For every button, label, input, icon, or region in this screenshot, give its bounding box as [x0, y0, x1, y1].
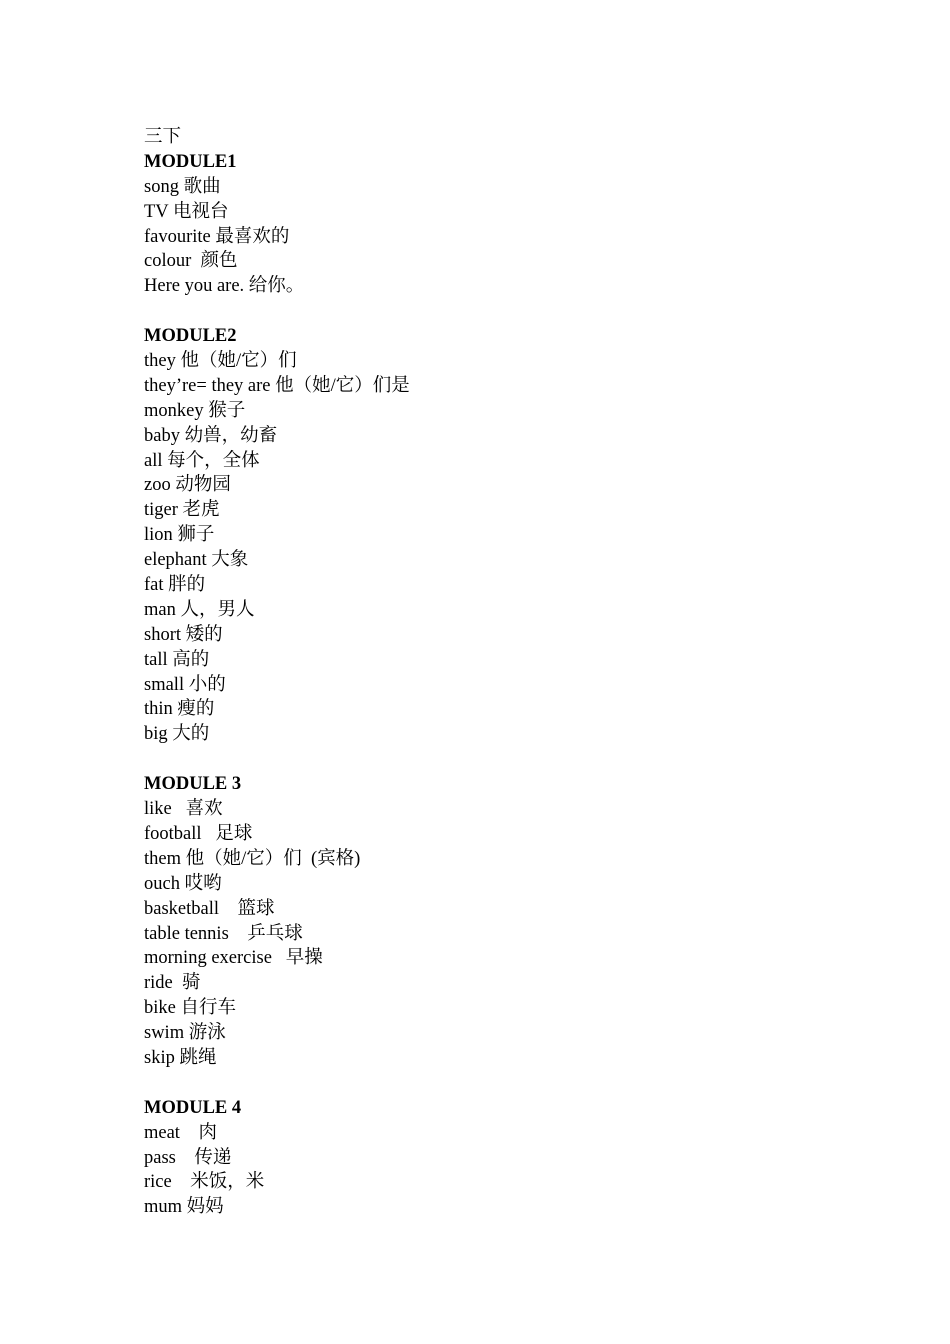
vocab-entry: all 每个，全体 — [144, 450, 260, 471]
vocab-entry: like 喜欢 — [144, 799, 223, 820]
vocabulary-document — [144, 125, 904, 1220]
vocab-entry: mum 妈妈 — [144, 1197, 224, 1218]
vocab-entry: big 大的 — [144, 724, 210, 745]
vocab-entry: swim 游泳 — [144, 1023, 226, 1044]
vocab-entry: tall 高的 — [144, 649, 210, 670]
vocab-entry: Here you are. 给你。 — [144, 276, 305, 297]
vocab-entry: zoo 动物园 — [144, 475, 231, 496]
vocab-entry: they 他（她/它）们 — [144, 351, 297, 372]
vocab-entry: TV 电视台 — [144, 201, 229, 222]
vocab-entry: fat 胖的 — [144, 575, 206, 596]
vocab-entry: favourite 最喜欢的 — [144, 226, 290, 247]
blank-line — [144, 299, 904, 324]
vocab-entry: morning exercise 早操 — [144, 948, 323, 969]
vocab-entry: table tennis 乒乓球 — [144, 923, 303, 944]
module-1-heading: MODULE1 — [144, 151, 237, 172]
vocab-entry: rice 米饭，米 — [144, 1172, 265, 1193]
vocab-entry: them 他（她/它）们 (宾格) — [144, 848, 361, 869]
document-title: 三下 — [144, 127, 182, 147]
vocab-entry: football 足球 — [144, 823, 253, 844]
module-3-heading: MODULE 3 — [144, 774, 242, 795]
module-4-heading: MODULE 4 — [144, 1097, 242, 1118]
vocab-entry: thin 瘦的 — [144, 699, 215, 720]
blank-line — [144, 1071, 904, 1096]
blank-line — [144, 747, 904, 772]
vocab-entry: basketball 篮球 — [144, 898, 275, 919]
vocab-entry: song 歌曲 — [144, 176, 221, 197]
vocab-entry: colour 颜色 — [144, 251, 238, 272]
vocab-entry: bike 自行车 — [144, 998, 236, 1019]
vocab-entry: monkey 猴子 — [144, 400, 246, 421]
vocab-entry: they’re= they are 他（她/它）们是 — [144, 375, 410, 396]
vocab-entry: lion 狮子 — [144, 525, 215, 546]
module-2-heading: MODULE2 — [144, 326, 237, 347]
vocab-entry: tiger 老虎 — [144, 500, 220, 521]
vocab-entry: ouch 哎哟 — [144, 873, 222, 894]
vocab-entry: meat 肉 — [144, 1122, 217, 1143]
vocab-entry: baby 幼兽，幼畜 — [144, 425, 278, 446]
vocab-entry: small 小的 — [144, 674, 226, 695]
vocab-entry: short 矮的 — [144, 624, 223, 645]
vocab-entry: pass 传递 — [144, 1147, 232, 1168]
vocab-entry: man 人，男人 — [144, 599, 255, 620]
vocab-entry: skip 跳绳 — [144, 1047, 217, 1068]
vocab-entry: elephant 大象 — [144, 550, 249, 571]
vocab-entry: ride 骑 — [144, 973, 201, 994]
